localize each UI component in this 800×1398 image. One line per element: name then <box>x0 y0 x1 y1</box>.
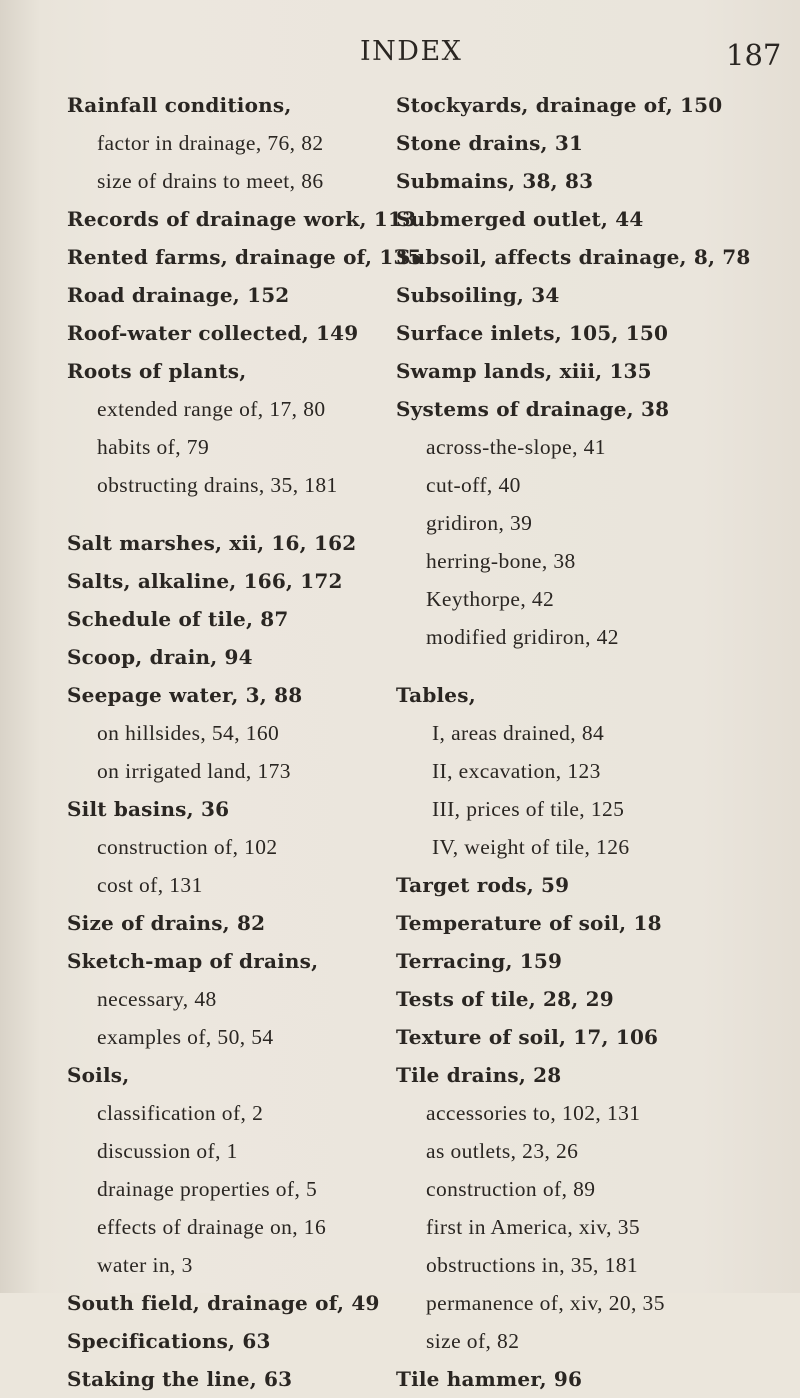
index-subentry: obstructions in, 35, 181 <box>426 1253 639 1277</box>
index-subentry: III, prices of tile, 125 <box>432 797 625 821</box>
index-column-left <box>67 86 422 1398</box>
index-subentry: discussion of, 1 <box>97 1139 238 1163</box>
index-subentry: classification of, 2 <box>97 1101 264 1125</box>
index-column-right <box>396 86 796 1398</box>
index-entry: Scoop, drain, 94 <box>67 645 253 669</box>
index-subentry: on irrigated land, 173 <box>97 759 291 783</box>
index-subentry: II, excavation, 123 <box>432 759 601 783</box>
index-entry: Records of drainage work, 113 <box>67 207 417 231</box>
index-subentry: as outlets, 23, 26 <box>426 1139 579 1163</box>
index-subentry: construction of, 89 <box>426 1177 596 1201</box>
index-entry: Surface inlets, 105, 150 <box>396 321 669 345</box>
index-entry: Road drainage, 152 <box>67 283 290 307</box>
index-entry: Texture of soil, 17, 106 <box>396 1025 659 1049</box>
index-entry: Seepage water, 3, 88 <box>67 683 303 707</box>
index-subentry: size of, 82 <box>426 1329 520 1353</box>
index-entry: Tile drains, 28 <box>396 1063 562 1087</box>
index-entry: Roof-water collected, 149 <box>67 321 359 345</box>
index-entry: Systems of drainage, 38 <box>396 397 670 421</box>
index-subentry: examples of, 50, 54 <box>97 1025 274 1049</box>
index-entry: Submains, 38, 83 <box>396 169 594 193</box>
index-entry: Size of drains, 82 <box>67 911 266 935</box>
index-subentry: across-the-slope, 41 <box>426 435 606 459</box>
index-subentry: water in, 3 <box>97 1253 193 1277</box>
index-entry: Roots of plants, <box>67 359 247 383</box>
index-entry: Target rods, 59 <box>396 873 570 897</box>
index-subentry: drainage properties of, 5 <box>97 1177 318 1201</box>
index-entry: Schedule of tile, 87 <box>67 607 289 631</box>
index-subentry: I, areas drained, 84 <box>432 721 605 745</box>
page-header <box>0 36 800 76</box>
index-subentry: habits of, 79 <box>97 435 210 459</box>
index-entry: Tests of tile, 28, 29 <box>396 987 614 1011</box>
index-subentry: accessories to, 102, 131 <box>426 1101 641 1125</box>
index-entry: Silt basins, 36 <box>67 797 230 821</box>
index-subentry: construction of, 102 <box>97 835 278 859</box>
index-entry: Subsoiling, 34 <box>396 283 560 307</box>
index-subentry: herring-bone, 38 <box>426 549 576 573</box>
index-subentry: cost of, 131 <box>97 873 203 897</box>
index-subentry: Keythorpe, 42 <box>426 587 555 611</box>
index-subentry: size of drains to meet, 86 <box>97 169 324 193</box>
index-entry: Staking the line, 63 <box>67 1367 293 1391</box>
index-entry: Tables, <box>396 683 476 707</box>
index-entry: Stockyards, drainage of, 150 <box>396 93 723 117</box>
index-subentry: permanence of, xiv, 20, 35 <box>426 1291 665 1315</box>
index-entry: Salts, alkaline, 166, 172 <box>67 569 343 593</box>
index-entry: Submerged outlet, 44 <box>396 207 644 231</box>
index-subentry: cut-off, 40 <box>426 473 521 497</box>
index-entry: Temperature of soil, 18 <box>396 911 662 935</box>
running-title: INDEX <box>360 36 463 67</box>
index-subentry: extended range of, 17, 80 <box>97 397 326 421</box>
index-subentry: effects of drainage on, 16 <box>97 1215 327 1239</box>
index-entry: South field, drainage of, 49 <box>67 1291 380 1315</box>
index-entry: Salt marshes, xii, 16, 162 <box>67 531 357 555</box>
index-subentry: IV, weight of tile, 126 <box>432 835 630 859</box>
index-entry: Subsoil, affects drainage, 8, 78 <box>396 245 751 269</box>
index-subentry: factor in drainage, 76, 82 <box>97 131 324 155</box>
page-number: 187 <box>726 38 782 72</box>
index-entry: Tile hammer, 96 <box>396 1367 583 1391</box>
index-entry: Sketch-map of drains, <box>67 949 319 973</box>
index-entry: Rented farms, drainage of, 135 <box>67 245 422 269</box>
index-entry: Terracing, 159 <box>396 949 563 973</box>
index-entry: Stone drains, 31 <box>396 131 584 155</box>
index-entry: Soils, <box>67 1063 130 1087</box>
index-subentry: obstructing drains, 35, 181 <box>97 473 338 497</box>
index-subentry: on hillsides, 54, 160 <box>97 721 280 745</box>
index-entry: Specifications, 63 <box>67 1329 271 1353</box>
index-subentry: necessary, 48 <box>97 987 217 1011</box>
index-subentry: gridiron, 39 <box>426 511 533 535</box>
index-entry: Swamp lands, xiii, 135 <box>396 359 652 383</box>
index-entry: Rainfall conditions, <box>67 93 292 117</box>
index-subentry: first in America, xiv, 35 <box>426 1215 641 1239</box>
index-subentry: modified gridiron, 42 <box>426 625 619 649</box>
